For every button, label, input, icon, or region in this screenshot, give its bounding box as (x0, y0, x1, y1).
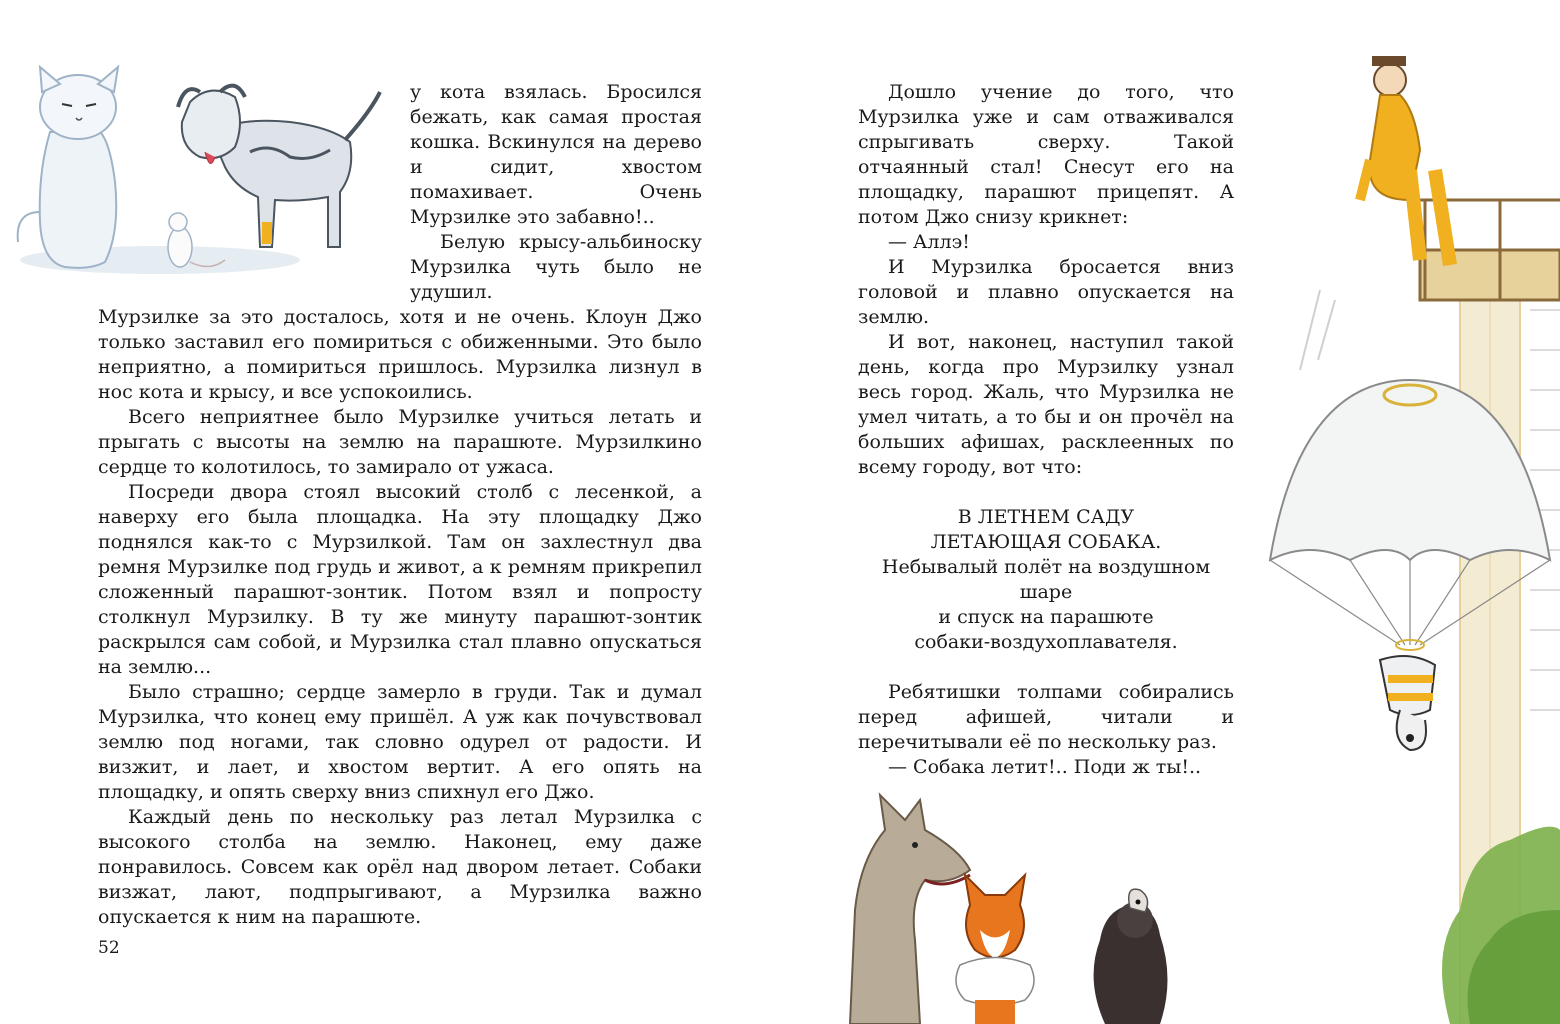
paragraph: — Аллэ! (888, 231, 970, 253)
announcement-line: собаки-воздухоплавателя. (914, 631, 1178, 653)
right-page (780, 0, 1560, 1024)
paragraph: Мурзилке за это досталось, хотя и не очень. Клоун Джо только заставил его помириться с обиженными. Это было неприятно, а помириться пришлось. Мурзилка лизнул в нос кота и крысу, и все успокоились. (98, 306, 702, 403)
paragraph: у кота взялась. Бросился бежать, как самая простая кошка. Вскинулся на дерево и сидит, хвостом помахивает. Очень Мурзилке это забавно!.. (410, 81, 702, 228)
parachuting-dog-figure (1380, 656, 1435, 750)
paragraph: Ребятишки толпами собирались перед афишей, читали и перечитывали её по нескольку раз. (858, 681, 1234, 753)
poodle-figure (1094, 889, 1168, 1024)
paragraph: Всего неприятнее было Мурзилке учиться летать и прыгать с высоты на землю на парашюте. Мурзилкино сердце то колотилось, то замирало от ужаса. (98, 406, 702, 478)
left-top-text (410, 80, 702, 305)
paragraph: Дошло учение до того, что Мурзилка уже и сам отваживался спрыгивать сверху. Такой отчаянный стал! Снесут его на площадку, парашют прицепят. А потом Джо снизу крикнет: (858, 81, 1234, 228)
tower-parachute-illustration (1260, 50, 1560, 1024)
announcement-line: В ЛЕТНЕМ САДУ (957, 506, 1135, 528)
paragraph: Белую крысу-альбиноску Мурзилка чуть было не удушил. (410, 231, 702, 303)
cat-dog-rat-illustration (10, 62, 400, 282)
paragraph: Было страшно; сердце замерло в груди. Так и думал Мурзилка, что конец ему пришёл. А уж как почувствовал землю под ногами, так словно одурел от радости. И визжит, и лает, и хвостом вертит. А его опять на площадку, и опять сверху вниз спихнул его Джо. (98, 681, 702, 803)
announcement-line: Небывалый полёт на воздушном шаре (881, 556, 1211, 603)
paragraph: И вот, наконец, наступил такой день, когда про Мурзилку узнал весь город. Жаль, что Мурзилка не умел читать, а то бы и он прочёл на больших афишах, расклеенных по всему городу, вот что: (858, 331, 1234, 478)
clown-figure (1360, 56, 1450, 265)
paragraph: — Собака летит!.. Поди ж ты!.. (888, 756, 1202, 778)
right-column-text (858, 80, 1234, 780)
fox-figure (956, 875, 1034, 1024)
paragraph: Посреди двора стоял высокий столб с лесенкой, а наверху его была площадка. На эту площадку Джо поднялся как-то с Мурзилкой. Там он захлестнул два ремня Мурзилке под грудь и живот, а к ремням прикрепил сложенный парашют-зонтик. Потом взял и попросту столкнул Мурзилку. В ту же минуту парашют-зонтик раскрылся сам собой, и Мурзилка стал плавно опускаться на землю... (98, 481, 702, 678)
spacer (858, 655, 1234, 680)
wolf-figure (850, 795, 970, 1024)
announcement-line: и спуск на парашюте (938, 606, 1154, 628)
animals-crowd-illustration (830, 790, 1200, 1024)
announcement-line: ЛЕТАЮЩАЯ СОБАКА. (930, 531, 1162, 553)
left-main-text (98, 305, 702, 930)
dog-figure (178, 86, 380, 247)
paragraph: И Мурзилка бросается вниз головой и плавно опускается на землю. (858, 256, 1234, 328)
cat-figure (18, 67, 118, 268)
paragraph: Каждый день по нескольку раз летал Мурзилка с высокого столба на землю. Наконец, ему даже понравилось. Совсем как орёл над двором летает. Собаки визжат, лают, подпрыгивают, а Мурзилка важно опускается к ним на парашюте. (98, 806, 702, 928)
page-number: 52 (98, 938, 120, 958)
